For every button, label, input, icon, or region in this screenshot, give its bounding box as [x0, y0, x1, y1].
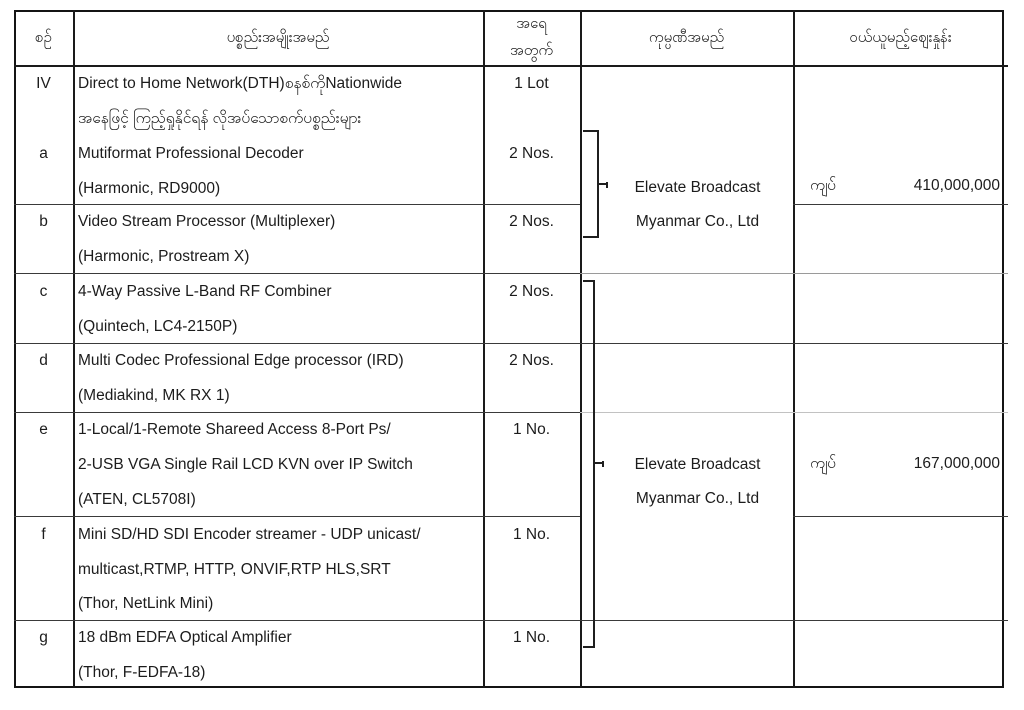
header-qty-line2: အတွက်	[509, 42, 554, 59]
item-line: 18 dBm EDFA Optical Amplifier	[78, 629, 292, 646]
header-price: ဝယ်ယူမည့်ဈေးနှုန်း	[849, 29, 952, 46]
item-line: Direct to Home Network(DTH)စနစ်ကိုNationwide	[78, 75, 403, 92]
row-label: g	[39, 629, 48, 646]
row-divider-a-b-left	[14, 204, 580, 205]
item-line: 4-Way Passive L-Band RF Combiner	[78, 283, 332, 300]
item-line: (Harmonic, RD9000)	[78, 180, 221, 197]
header-qty-line1: အရေ	[516, 15, 547, 32]
item-line: Mini SD/HD SDI Encoder streamer - UDP unicast/	[78, 526, 421, 543]
row-label: a	[39, 145, 48, 162]
row-label: d	[39, 352, 48, 369]
row-label: c	[39, 283, 48, 300]
column-divider-item-qty	[483, 10, 485, 688]
price-amount: 167,000,000	[913, 455, 1000, 472]
company-name-line2: Myanmar Co., Ltd	[635, 490, 760, 507]
qty-value: 2 Nos.	[509, 145, 554, 162]
row-label: f	[41, 526, 46, 543]
price-amount: 410,000,000	[913, 177, 1000, 194]
column-divider-no-item	[73, 10, 75, 688]
qty-value: 1 Lot	[514, 75, 549, 92]
qty-value: 2 Nos.	[509, 213, 554, 230]
row-label: e	[39, 421, 48, 438]
company-name-line1: Elevate Broadcast	[634, 456, 761, 473]
row-label: b	[39, 213, 48, 230]
qty-value: 2 Nos.	[509, 352, 554, 369]
qty-value: 1 No.	[512, 526, 551, 543]
price-currency: ကျပ်	[810, 177, 836, 194]
company-name-line1: Elevate Broadcast	[634, 179, 761, 196]
row-divider-b-c-left	[14, 273, 580, 274]
item-line: Mutiformat Professional Decoder	[78, 145, 304, 162]
item-line: Multi Codec Professional Edge processor (IRD)	[78, 352, 404, 369]
item-line: (Mediakind, MK RX 1)	[78, 387, 230, 404]
item-line: multicast,RTMP, HTTP, ONVIF,RTP HLS,SRT	[78, 561, 391, 578]
row-divider-d-e-right	[580, 412, 1008, 413]
row-divider-e-f-left	[14, 516, 580, 517]
item-line: Video Stream Processor (Multiplexer)	[78, 213, 336, 230]
row-divider-e-f-price	[793, 516, 1008, 517]
item-line: (Harmonic, Prostream X)	[78, 248, 250, 265]
item-line: အနေဖြင့် ကြည့်ရှုနိုင်ရန် လိုအပ်သောစက်ပစ္စည်းများ	[78, 110, 362, 127]
item-line: (ATEN, CL5708I)	[78, 491, 196, 508]
company-name-line2: Myanmar Co., Ltd	[635, 213, 760, 230]
row-divider-a-b-price	[793, 204, 1008, 205]
header-no: စဉ်	[35, 29, 52, 46]
item-line: (Thor, NetLink Mini)	[78, 595, 214, 612]
qty-value: 2 Nos.	[509, 283, 554, 300]
header-company: ကုမ္ပဏီအမည်	[648, 29, 725, 46]
row-divider-d-e-left	[14, 412, 580, 413]
row-divider-b-c-right	[580, 273, 1008, 274]
item-line: 2-USB VGA Single Rail LCD KVN over IP Switch	[78, 456, 413, 473]
qty-value: 1 No.	[512, 629, 551, 646]
row-divider-c-d	[14, 343, 1008, 344]
item-line: (Thor, F-EDFA-18)	[78, 664, 206, 681]
item-line: (Quintech, LC4-2150P)	[78, 318, 238, 335]
price-currency: ကျပ်	[810, 455, 836, 472]
row-divider-f-g	[14, 620, 1008, 621]
header-item: ပစ္စည်းအမျိုးအမည်	[226, 29, 330, 46]
header-separator	[14, 65, 1008, 67]
qty-value: 1 No.	[512, 421, 551, 438]
column-divider-qty-company	[580, 10, 582, 688]
row-label: IV	[36, 75, 51, 92]
item-line: 1-Local/1-Remote Shareed Access 8-Port Ps/	[78, 421, 391, 438]
column-divider-company-price	[793, 10, 795, 688]
